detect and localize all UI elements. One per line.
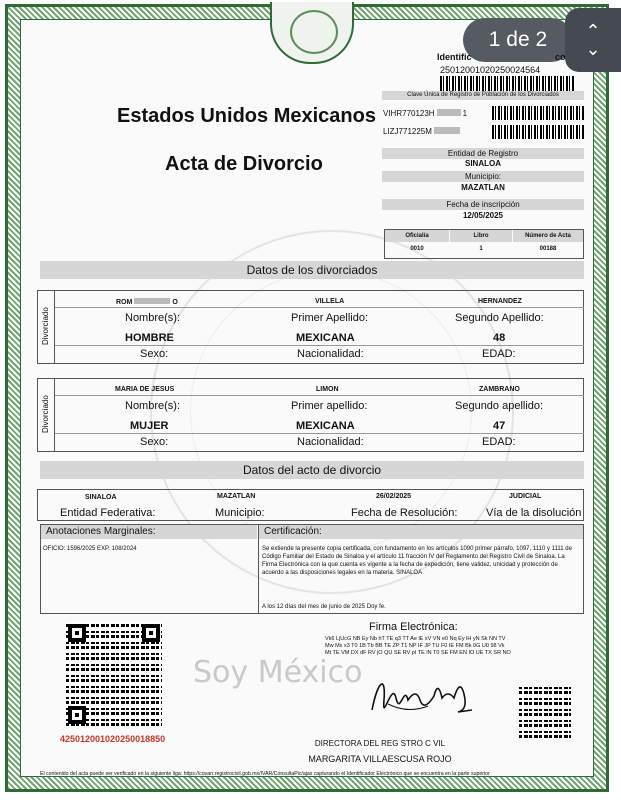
divorciado-2-edad-label: EDAD: [482,436,516,448]
chevron-down-icon: ⌄ [585,39,601,59]
acto-fecha-label: Fecha de Resolución: [351,507,458,519]
identificador-barcode [440,76,575,92]
divorciado-2-primer-apellido: LIMON [316,386,339,393]
anotaciones-label: Anotaciones Marginales: [46,526,156,537]
oficialia-label: Oficialía [385,230,449,242]
curp-1: VIHR770123H 1 [383,109,468,118]
acto-entidad-label: Entidad Federativa: [60,507,156,519]
identificador-value: 25012001020250024564 [440,65,541,75]
divorciado-1-sexo-label: Sexo: [140,348,169,360]
curp-2-barcode [492,125,584,139]
firma-title: Firma Electrónica: [369,621,458,633]
divorciado-2-nacionalidad: MEXICANA [296,420,355,432]
chevron-up-icon: ⌃ [585,21,601,41]
divorciado-1-primer-apellido: VILLELA [315,298,345,305]
acto-municipio-label: Municipio: [215,507,265,519]
libro-label: Libro [450,230,512,242]
divorciado-1-nacionalidad-label: Nacionalidad: [297,348,364,360]
numero-acta-label: Número de Acta [513,230,583,242]
divorciado-1-nombre: ROM O [116,299,178,306]
divorciado-2-nombre: MARIA DE JESUS [115,386,175,393]
certificacion-date: A los 12 días del mes de junio de 2025 Doy fe. [262,604,386,610]
divorciado-2-nombre-label: Nombre(s): [125,400,181,412]
footer-verification-note: El contenido del acta puede ser verificado en la siguiente liga: https://covarr.registrocivil.gob.mx/IVAR/ConsultaPic/ajax capturando el Identificador Electrónico que se encuentra en la parte superior [40,771,490,777]
curp-label: Clave Única de Registro de Población de los Divorciados [382,91,584,100]
director-label: DIRECTORA DEL REG STRO C VIL [314,739,446,748]
certificacion-text: Se extiende la presente copia certificada, con fundamento en los artículos 1090 primer párrafo, 1097, 1110 y 1111 de Código Familiar del Estado de Sinaloa y el artículo 11 fracción IV del Reglamento del Registro Civil de Sinaloa. La Firma Electrónica con la que cuenta es vigente a la fecha de expedición, tiene validez, unicidad y protección de acuerdo a las disposiciones legales en la materia. SINALOA [262,546,572,576]
divorciado-2-segundo-apellido: ZAMBRANO [479,386,520,393]
acto-municipio: MAZATLAN [217,493,256,500]
divorciado-2-primer-apellido-label: Primer apellido: [291,400,368,412]
municipio-value: MAZATLAN [461,183,505,192]
entidad-registro-value: SINALOA [465,159,501,168]
entidad-registro-label: Entidad de Registro [382,148,584,159]
page-scroll-button[interactable] [565,8,621,72]
curp-1-barcode [492,106,584,120]
divorciado-1-edad-label: EDAD: [482,348,516,360]
divorciado-2-sexo: MUJER [130,420,169,432]
divorciado-1-segundo-apellido-label: Segundo Apellido: [455,312,544,324]
acto-section-title: Datos del acto de divorcio [40,461,584,479]
page-indicator: 1 de 2 [463,18,573,62]
acto-entidad: SINALOA [85,494,117,501]
divorciado-2-sexo-label: Sexo: [140,436,169,448]
director-name: MARGARITA VILLAESCUSA ROJO [308,754,452,764]
divorciado-1-nacionalidad: MEXICANA [296,332,355,344]
certificacion-label: Certificación: [264,526,322,537]
divorciado-2-nacionalidad-label: Nacionalidad: [297,436,364,448]
divorciados-section-title: Datos de los divorciados [40,261,584,279]
soy-mexico-watermark: Soy México [193,655,363,690]
identificador-label-end: co [555,52,566,62]
municipio-label: Municipio: [382,171,584,182]
acto-via: JUDICIAL [509,493,542,500]
oficialia-value: 0010 [410,246,424,252]
qr-code-number: 425012001020250018850 [60,734,166,744]
signature [368,670,478,720]
divorciado-2-edad: 47 [493,420,506,432]
divorciado-1-nombre-label: Nombre(s): [125,312,181,324]
document-title: Acta de Divorcio [165,153,323,175]
fecha-inscripcion-label: Fecha de inscripción [382,199,584,210]
divorciado-1-side-label: Divorciado [41,307,50,345]
divorciado-2-side-label: Divorciado [41,395,50,433]
country-title: Estados Unidos Mexicanos [117,105,376,127]
divorciado-1-edad: 48 [493,332,506,344]
divorciado-1-segundo-apellido: HERNANDEZ [478,298,522,305]
anotaciones-value: OFICIO: 1596/2025 EXP. 108/2024 [43,546,137,552]
libro-value: 1 [479,246,483,252]
divorciado-2-segundo-apellido-label: Segundo apellido: [455,400,544,412]
divorciado-1-sexo: HOMBRE [125,332,174,344]
acto-fecha-resolucion: 26/02/2025 [376,493,412,500]
firma-hash: Vk6 LjUcG NB Ey Nb hT TE q3 TT Ae lE xV VN e0 Nq Ey lH yN Sk NN TV Mw Mx x3 T0 1B Tb BB TE ZP T1 NP IF JP TU F0 IE FM Bk 0G U0 98 Vk Mt TE VM DX dF RV jO QU SE RV pI TE lN T0 SE FM EN IO UE TX SR NO [325,636,511,656]
fecha-inscripcion-value: 12/05/2025 [462,211,504,220]
divorciado-1-primer-apellido-label: Primer Apellido: [291,312,369,324]
curp-2: LIZJ771225M [383,127,462,136]
acto-via-label: Vía de la disolución [486,507,582,519]
identificador-label: Identific [437,52,472,62]
numero-acta-value: 00188 [539,246,557,252]
